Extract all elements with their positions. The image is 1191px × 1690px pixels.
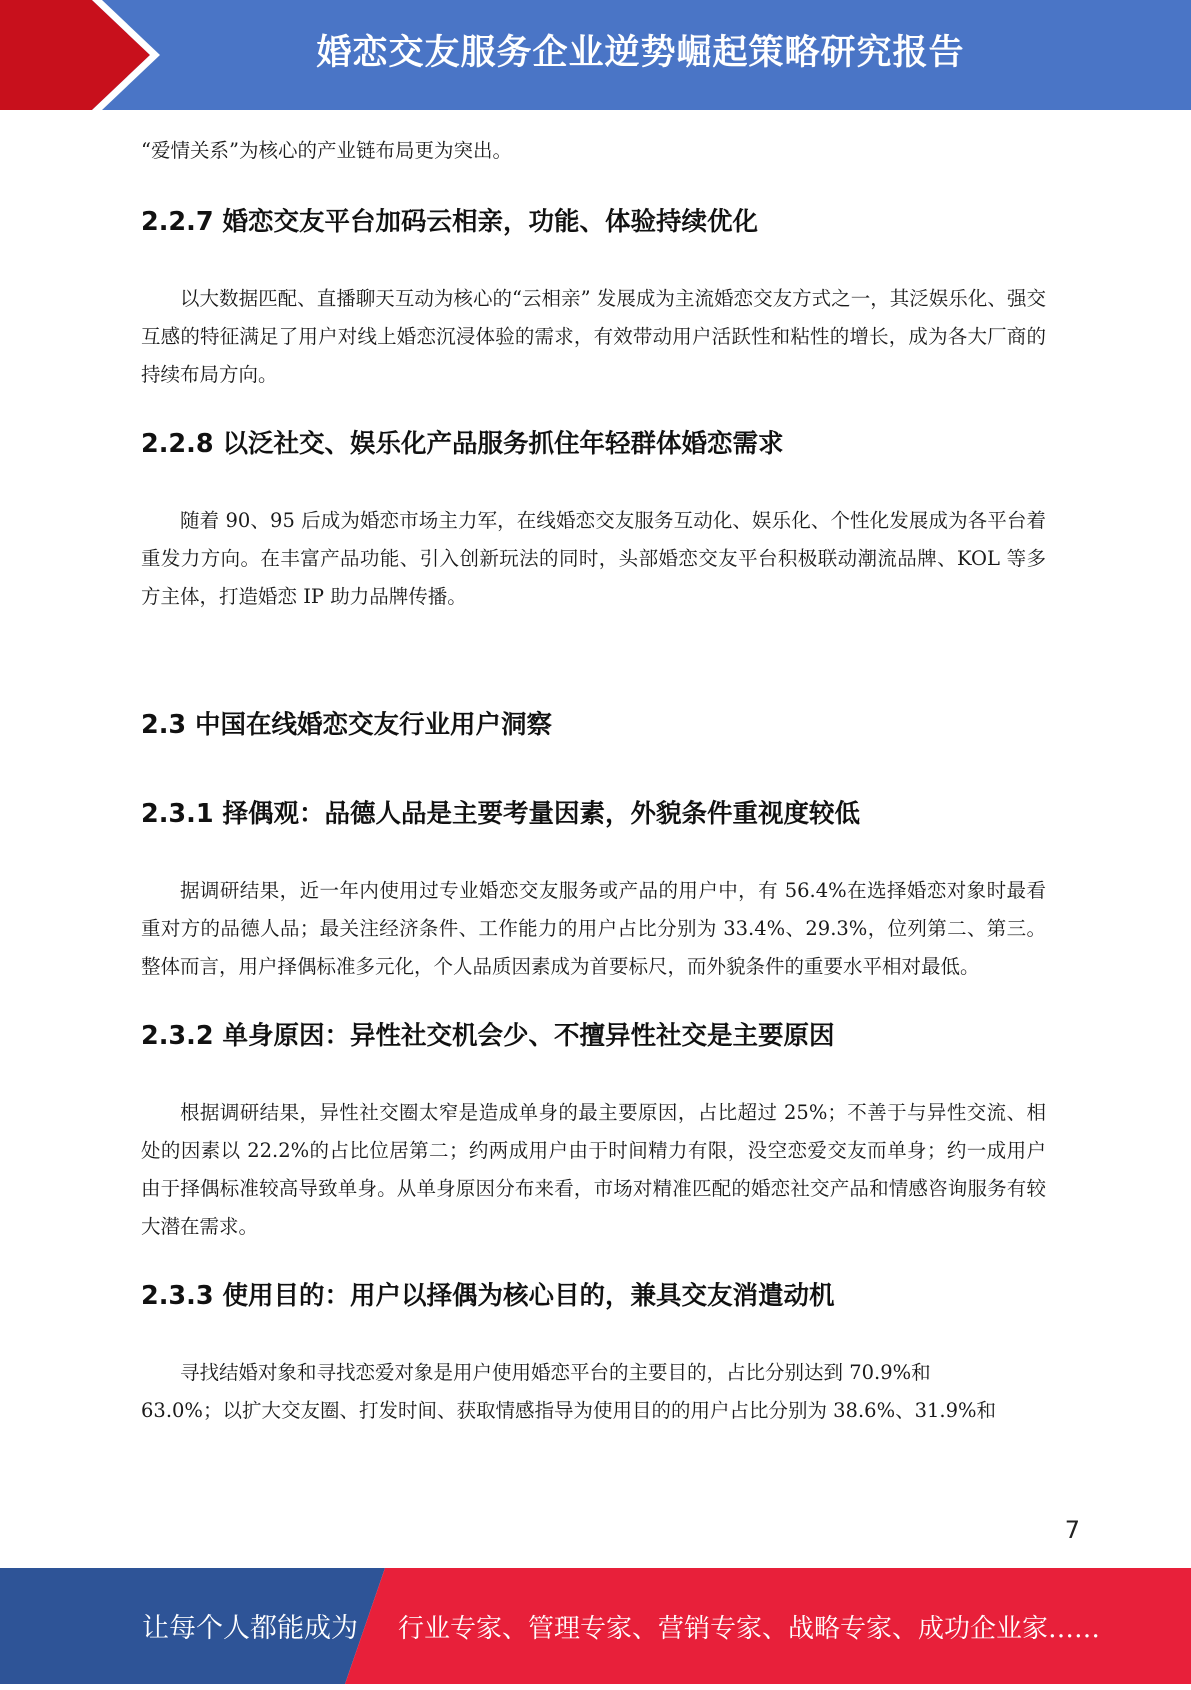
section-2-3-heading: 2.3 中国在线婚恋交友行业用户洞察	[141, 710, 553, 740]
section-2-3-1-paragraph: 据调研结果，近一年内使用过专业婚恋交友服务或产品的用户中，有 56.4%在选择婚恋对象时最看重对方的品德人品；最关注经济条件、工作能力的用户占比分别为 33.4%、29.3%，位列第二、第三。整体而言，用户择偶标准多元化，个人品质因素成为首要标尺，而外貌条件的重要水平相对最低。	[141, 879, 1046, 978]
section-2-2-8-heading: 2.2.8 以泛社交、娱乐化产品服务抓住年轻群体婚恋需求	[141, 429, 784, 459]
intro-paragraph: “爱情关系”为核心的产业链布局更为突出。	[141, 139, 512, 162]
section-2-3-2-paragraph: 根据调研结果，异性社交圈太窄是造成单身的最主要原因，占比超过 25%；不善于与异性交流、相处的因素以 22.2%的占比位居第二；约两成用户由于时间精力有限，没空恋爱交友而单身；约一成用户由于择偶标准较高导致单身。从单身原因分布来看，市场对精准匹配的婚恋社交产品和情感咨询服务有较大潜在需求。	[141, 1101, 1046, 1238]
section-2-2-7-paragraph: 以大数据匹配、直播聊天互动为核心的“云相亲” 发展成为主流婚恋交友方式之一，其泛娱乐化、强交互感的特征满足了用户对线上婚恋沉浸体验的需求，有效带动用户活跃性和粘性的增长，成为各大厂商的持续布局方向。	[141, 287, 1046, 386]
footer-slogan-left: 让每个人都能成为	[142, 1613, 358, 1644]
section-2-3-2-heading: 2.3.2 单身原因：异性社交机会少、不擅异性社交是主要原因	[141, 1021, 835, 1051]
footer-slogan-right: 行业专家、管理专家、营销专家、战略专家、成功企业家……	[398, 1614, 1101, 1644]
section-2-2-7-heading: 2.2.7 婚恋交友平台加码云相亲，功能、体验持续优化	[141, 207, 758, 237]
page-footer	[0, 1568, 1191, 1684]
section-2-3-3-paragraph-line1: 寻找结婚对象和寻找恋爱对象是用户使用婚恋平台的主要目的，占比分别达到 70.9%和	[180, 1361, 931, 1384]
section-2-2-8-paragraph: 随着 90、95 后成为婚恋市场主力军，在线婚恋交友服务互动化、娱乐化、个性化发展成为各平台着重发力方向。在丰富产品功能、引入创新玩法的同时，头部婚恋交友平台积极联动潮流品牌、KOL 等多方主体，打造婚恋 IP 助力品牌传播。	[141, 509, 1046, 608]
page-number: 7	[1064, 1516, 1080, 1544]
section-2-3-3-heading: 2.3.3 使用目的：用户以择偶为核心目的，兼具交友消遣动机	[141, 1281, 835, 1311]
header-title: 婚恋交友服务企业逆势崛起策略研究报告	[316, 33, 965, 73]
section-2-3-3-paragraph-line2: 63.0%；以扩大交友圈、打发时间、获取情感指导为使用目的的用户占比分别为 38.6%、31.9%和	[141, 1399, 997, 1422]
document-body	[141, 132, 1046, 1430]
section-2-3-1-heading: 2.3.1 择偶观：品德人品是主要考量因素，外貌条件重视度较低	[141, 799, 860, 829]
page-header	[0, 0, 1191, 110]
